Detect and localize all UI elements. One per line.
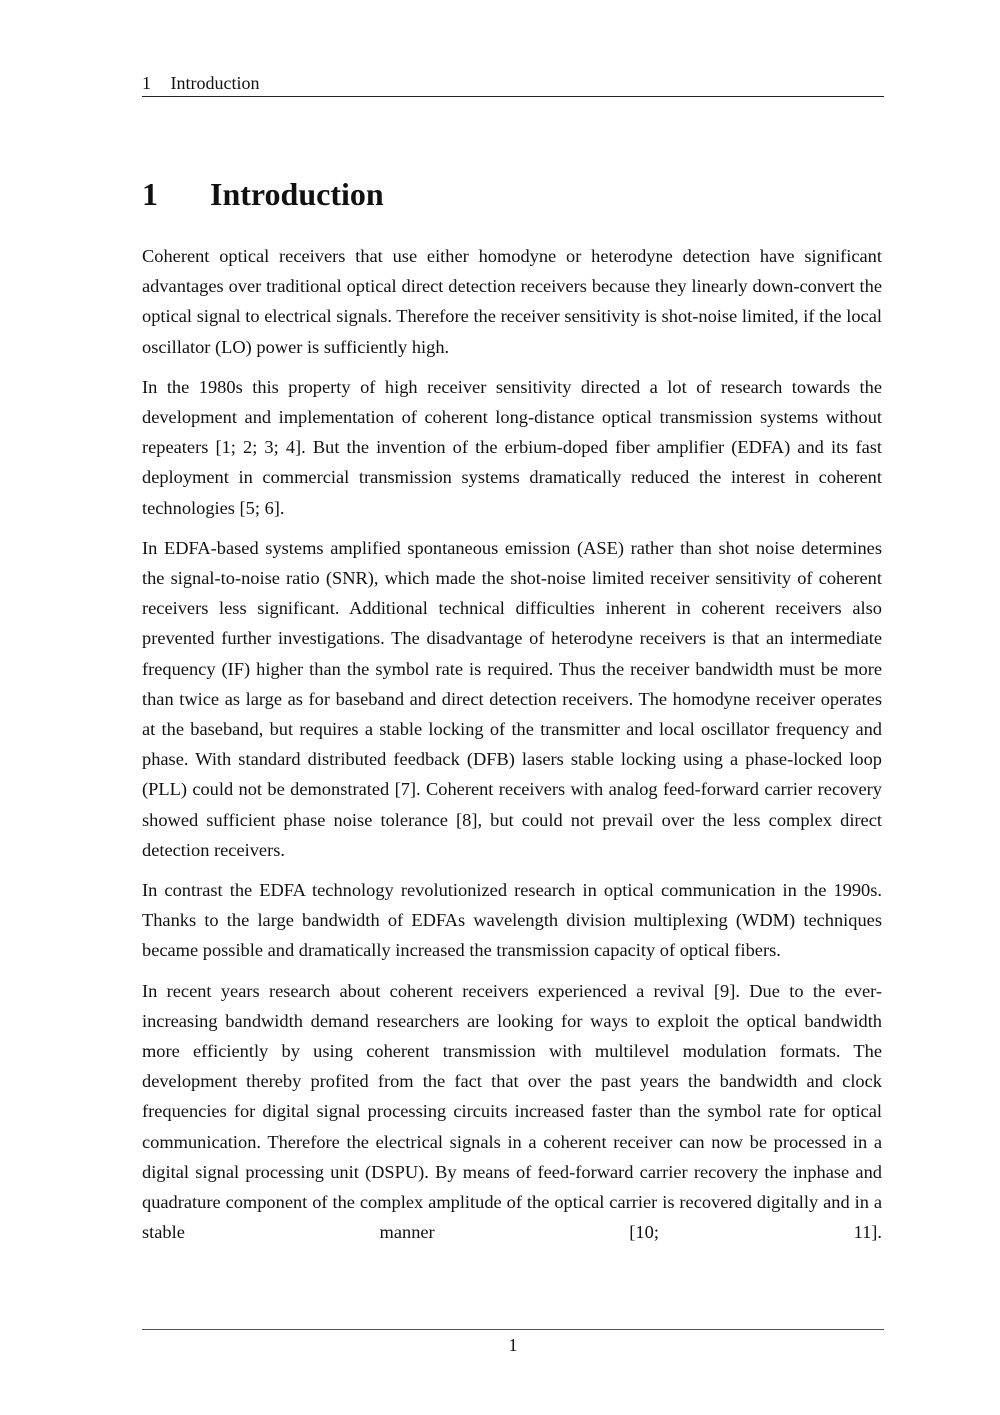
running-header-chapter-number: 1 bbox=[142, 73, 151, 93]
paragraph-recent-revival: In recent years research about coherent receivers experienced a revival [9]. Due to the ever-increasing bandwidth demand researchers are looking for ways to exploit the optical bandwidth more efficiently by using coherent transmission with multilevel modulation formats. The development thereby profited from the fact that over the past years the bandwidth and clock frequencies for digital signal processing circuits increased faster than the symbol rate for optical communication. Therefore the electrical signals in a coherent receiver can now be processed in a digital signal processing unit (DSPU). By means of feed-forward carrier recovery the inphase and quadrature component of the complex amplitude of the optical carrier is recovered digitally and in a stable manner [10; 11]. bbox=[142, 980, 882, 1243]
chapter-number: 1 bbox=[142, 176, 158, 212]
running-header bbox=[142, 72, 884, 97]
body-text bbox=[142, 241, 882, 1258]
chapter-title: Introduction bbox=[210, 176, 384, 212]
paragraph-edfa-systems: In EDFA-based systems amplified spontaneous emission (ASE) rather than shot noise determines the signal-to-noise ratio (SNR), which made the shot-noise limited receiver sensitivity of coherent receivers less significant. Additional technical difficulties inherent in coherent receivers also prevented further investigations. The disadvantage of heterodyne receivers is that an intermediate frequency (IF) higher than the symbol rate is required. Thus the receiver bandwidth must be more than twice as large as for baseband and direct detection receivers. The homodyne receiver operates at the baseband, but requires a stable locking of the transmitter and local oscillator frequency and phase. With standard distributed feedback (DFB) lasers stable locking using a phase-locked loop (PLL) could not be demonstrated [7]. Coherent receivers with analog feed-forward carrier recovery showed sufficient phase noise tolerance [8], but could not prevail over the less complex direct detection receivers. bbox=[142, 537, 882, 860]
chapter-heading bbox=[142, 172, 384, 216]
footer-divider bbox=[142, 1329, 884, 1330]
paragraph-1980s-research: In the 1980s this property of high receiver sensitivity directed a lot of research towards the development and implementation of coherent long-distance optical transmission systems without repeaters [1; 2; 3; 4]. But the invention of the erbium-doped fiber amplifier (EDFA) and its fast deployment in commercial transmission systems dramatically reduced the interest in coherent technologies [5; 6]. bbox=[142, 376, 882, 518]
page-number: 1 bbox=[508, 1335, 518, 1355]
paragraph-coherent-receivers: Coherent optical receivers that use either homodyne or heterodyne detection have significant advantages over traditional optical direct detection receivers because they linearly down-convert the optical signal to electrical signals. Therefore the receiver sensitivity is shot-noise limited, if the local oscillator (LO) power is sufficiently high. bbox=[142, 246, 882, 357]
running-header-chapter-title: Introduction bbox=[170, 73, 260, 93]
paragraph-edfa-revolution: In contrast the EDFA technology revolutionized research in optical communication in the 1990s. Thanks to the large bandwidth of EDFAs wavelength division multiplexing (WDM) techniques became possible and dramatically increased the transmission capacity of optical fibers. bbox=[142, 880, 882, 961]
